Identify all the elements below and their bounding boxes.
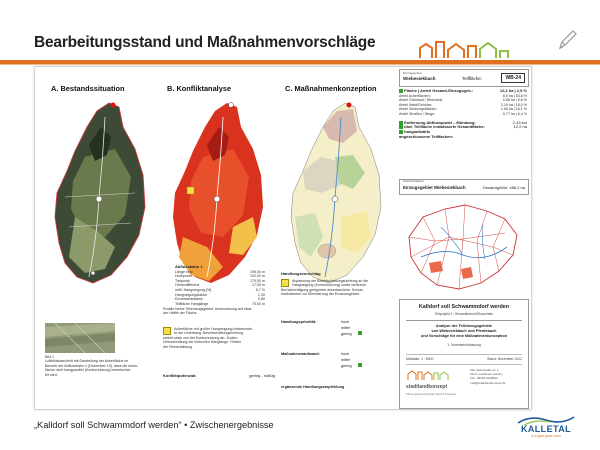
bullet-icon bbox=[399, 89, 403, 93]
aerial-photo bbox=[45, 323, 115, 353]
conflict-potential-label: Konfliktpotenzial: bbox=[163, 373, 197, 378]
distance-label: Entfernung Abflusspunkt – Mündung: bbox=[404, 119, 476, 125]
measures-map-c bbox=[281, 97, 393, 287]
footer-caption: „Kalldorf soll Schwammdorf werden“ • Zwischenergebnisse bbox=[34, 420, 274, 430]
area-value: 0,77 ha bbox=[502, 112, 515, 117]
table-row: Anteil Grünland / Streuobst: 0,68 ha | 5,6 % bbox=[399, 98, 527, 103]
flow-table bbox=[175, 265, 265, 306]
effort-option: hoch bbox=[341, 352, 350, 356]
measures-text: Anpassung der Bewirtschaftungsrichtung an die Hangneigung (Konturnutzung) sowie weiterhin Berücksichtigung geeigneter ackerbaulicher Schutz- maßnahmen zur Minimierung der Erosionsgefahr. bbox=[281, 279, 369, 297]
area-value: 1,96 ha bbox=[500, 107, 513, 112]
measures-title: Handlungsvorschlag bbox=[281, 271, 321, 276]
marker-yellow-box bbox=[163, 327, 171, 335]
flow-key: Teilfläche Hanglänge bbox=[175, 301, 209, 306]
flow-table-title: Abflussbahn 1 bbox=[175, 264, 203, 269]
section-a-heading: A. Bestandssituation bbox=[51, 84, 125, 93]
conflict-potential-value: gering - mäßig bbox=[249, 373, 275, 378]
section-b-heading: B. Konfliktanalyse bbox=[167, 84, 232, 93]
area-key: Anteil Siedlungsflächen: bbox=[399, 107, 438, 112]
area-percent: 5,6 % bbox=[517, 98, 527, 103]
area-key: Anteil Ackerflächen: bbox=[399, 93, 431, 98]
scale-label: Maßstab: 1 : 5000 bbox=[406, 357, 434, 361]
flow-note: Rotalle kleine Teileinzugsgebiet: Ackernutzung auf etwa der Hälfte der Fläche. bbox=[163, 307, 252, 316]
flow-key: Hangneigungsfaktor bbox=[175, 292, 208, 297]
effort-block bbox=[281, 351, 393, 369]
selected-indicator-icon bbox=[358, 331, 362, 335]
hang-label: hangaufwärts angeschlossene Teilflächen: bbox=[399, 129, 454, 139]
area-table bbox=[399, 89, 527, 139]
area-value: 6,5 ha bbox=[502, 93, 513, 98]
table-row bbox=[175, 302, 265, 307]
overview-size: Gesamtgröße: 486,2 ha bbox=[482, 185, 525, 190]
table-row bbox=[399, 130, 527, 139]
marker-yellow-box bbox=[281, 279, 289, 287]
flow-key: mittl. Hangneigung [%] bbox=[175, 287, 212, 292]
priority-block bbox=[281, 319, 393, 337]
overview-header bbox=[399, 179, 529, 195]
kalletal-logo bbox=[516, 414, 576, 438]
aerial-map-a bbox=[45, 97, 155, 287]
area-value: 0,68 ha bbox=[502, 98, 515, 103]
flow-value: 192,00 m bbox=[250, 274, 265, 279]
area-percent: 18,0 % bbox=[515, 102, 527, 107]
priority-label: Handlungspriorität: bbox=[281, 320, 317, 324]
flow-value: 17,00 m bbox=[252, 283, 265, 288]
project-title: Kalldorf soll Schwammdorf werden bbox=[418, 304, 510, 310]
area-key: Anteil Straßen / Wege: bbox=[399, 112, 436, 117]
over-label: über Teilfläche entwässerte Gesamtfläche: bbox=[404, 124, 485, 130]
table-row: Anteil Siedlungsflächen: 1,96 ha | 16,1 % bbox=[399, 107, 527, 112]
table-row: Anteil Wald/Gehölze: 2,18 ha | 18,0 % bbox=[399, 102, 527, 107]
area-value: 2,18 ha bbox=[500, 102, 513, 107]
effort-option: mittel bbox=[341, 358, 351, 362]
flow-value: 70,00 m bbox=[252, 301, 265, 306]
flow-value: 8,7 % bbox=[255, 287, 265, 292]
section-c-heading: C. Maßnahmenkonzeption bbox=[285, 84, 377, 93]
planning-poster bbox=[34, 66, 532, 410]
table-row: Anteil Straßen / Wege: 0,77 ha | 6,4 % bbox=[399, 112, 527, 117]
photo-caption: Bild 1 Luftbildausschnitt mit Darstellung der Ackerfläche im Bereich der Abflussbahn 1 (Dezember 19), dass die Acker- fläche nicht hangparallel (Konturnutzung) bewirtschaf- tet wird. bbox=[45, 355, 139, 377]
skyline-illustration bbox=[418, 38, 526, 60]
effort-option: gering bbox=[341, 364, 352, 368]
conflict-text: Ackerfläche mit großer Hangneigung insbesonde- re am Unterhang. Bewirtschaftungsrichtung weicht stark von der Konturnutzung ab. Zudem Überschreitung der kritischen Hanglänge. Gefahr der Rinnenbildung. bbox=[163, 327, 254, 349]
pencil-icon bbox=[556, 28, 578, 52]
flow-value: 1,30 bbox=[258, 292, 265, 297]
kalletal-tagline: in Lippe ganz vorn bbox=[531, 434, 561, 438]
flow-value: 195,00 m bbox=[250, 269, 265, 274]
conflict-potential bbox=[163, 373, 275, 378]
conflict-note bbox=[163, 327, 275, 349]
over-value: 12,2 ha bbox=[513, 124, 527, 130]
page-title: Bearbeitungsstand und Maßnahmenvorschläge bbox=[34, 34, 376, 51]
area-percent: 16,1 % bbox=[515, 107, 527, 112]
distance-value: 2,43 km bbox=[512, 119, 527, 125]
priority-option: hoch bbox=[341, 320, 350, 324]
firm-logo bbox=[406, 368, 458, 382]
area-title: Fläche | Anteil Gesamt-Einzugsgeb.: bbox=[404, 88, 474, 94]
flow-key: Tiefpunkt bbox=[175, 278, 190, 283]
flow-key: Hochpunkt bbox=[175, 274, 193, 279]
catchment-label: Einzugsgebiet bbox=[403, 71, 422, 75]
date-label: Stand: November 2022 bbox=[487, 357, 522, 361]
priority-option: gering bbox=[341, 332, 352, 336]
flow-key: Höhendifferenz bbox=[175, 283, 200, 288]
area-key: Anteil Grünland / Streuobst: bbox=[399, 98, 444, 103]
measures-note bbox=[281, 279, 393, 297]
effort-label: Maßnahmenaufwand: bbox=[281, 352, 320, 356]
selected-indicator-icon bbox=[358, 363, 362, 367]
firm-subtitle: Planungsgemeinschaft Stadt & Freiraum bbox=[406, 392, 457, 396]
firm-name: stadtlandkonzept bbox=[406, 384, 448, 390]
flow-value: 175,00 m bbox=[250, 278, 265, 283]
flow-key: Einzelrandsfaktor bbox=[175, 297, 203, 302]
analysis-subtitle: 1. Vorentwurfsfassung bbox=[447, 343, 481, 347]
extra-recommendation: ergänzende Handlungsempfehlung bbox=[281, 385, 345, 389]
subarea-label: Teilfläche: bbox=[462, 76, 483, 81]
light-divider bbox=[0, 64, 600, 65]
conflict-map-b bbox=[163, 97, 273, 287]
analysis-title: Analyse der Teileinzugsgebiete von Wiebesiekbach und Pferdebach und Vorschläge für eine Maßnahmenkonzeption bbox=[420, 324, 508, 338]
area-total: 12,2 ha | 2,5 % bbox=[499, 88, 527, 93]
overview-label: Übersichtskarte bbox=[403, 179, 424, 183]
table-row: Anteil Ackerflächen: 6,5 ha | 53,8 % bbox=[399, 93, 527, 98]
area-percent: 6,4 % bbox=[517, 112, 527, 117]
project-subtitle: Teilprojekt 1: Gesamtbericht/Gutachten bbox=[434, 312, 494, 316]
firm-address: Alte Steinstraße str. 1 32xxx Landkreis (westf.) Fon: 05253 9128890 mail@stadtlandkonzept.de bbox=[470, 368, 506, 385]
catchment-header bbox=[399, 69, 529, 87]
area-percent: 53,8 % bbox=[515, 93, 527, 98]
info-column bbox=[399, 67, 531, 409]
project-box bbox=[399, 299, 529, 409]
overview-map bbox=[401, 197, 525, 295]
flow-value: 0,80 bbox=[258, 297, 265, 302]
overview-title: Einzugsgebiet Wiebesiekbach bbox=[403, 185, 466, 190]
catchment-name: Wiebesiekbach bbox=[403, 76, 436, 81]
kalletal-wordmark: KALLETAL bbox=[520, 424, 572, 434]
priority-option: mittel bbox=[341, 326, 351, 330]
subarea-code: WB-24 bbox=[501, 73, 525, 83]
flow-key: Länge max bbox=[175, 269, 193, 274]
area-key: Anteil Wald/Gehölze: bbox=[399, 102, 433, 107]
